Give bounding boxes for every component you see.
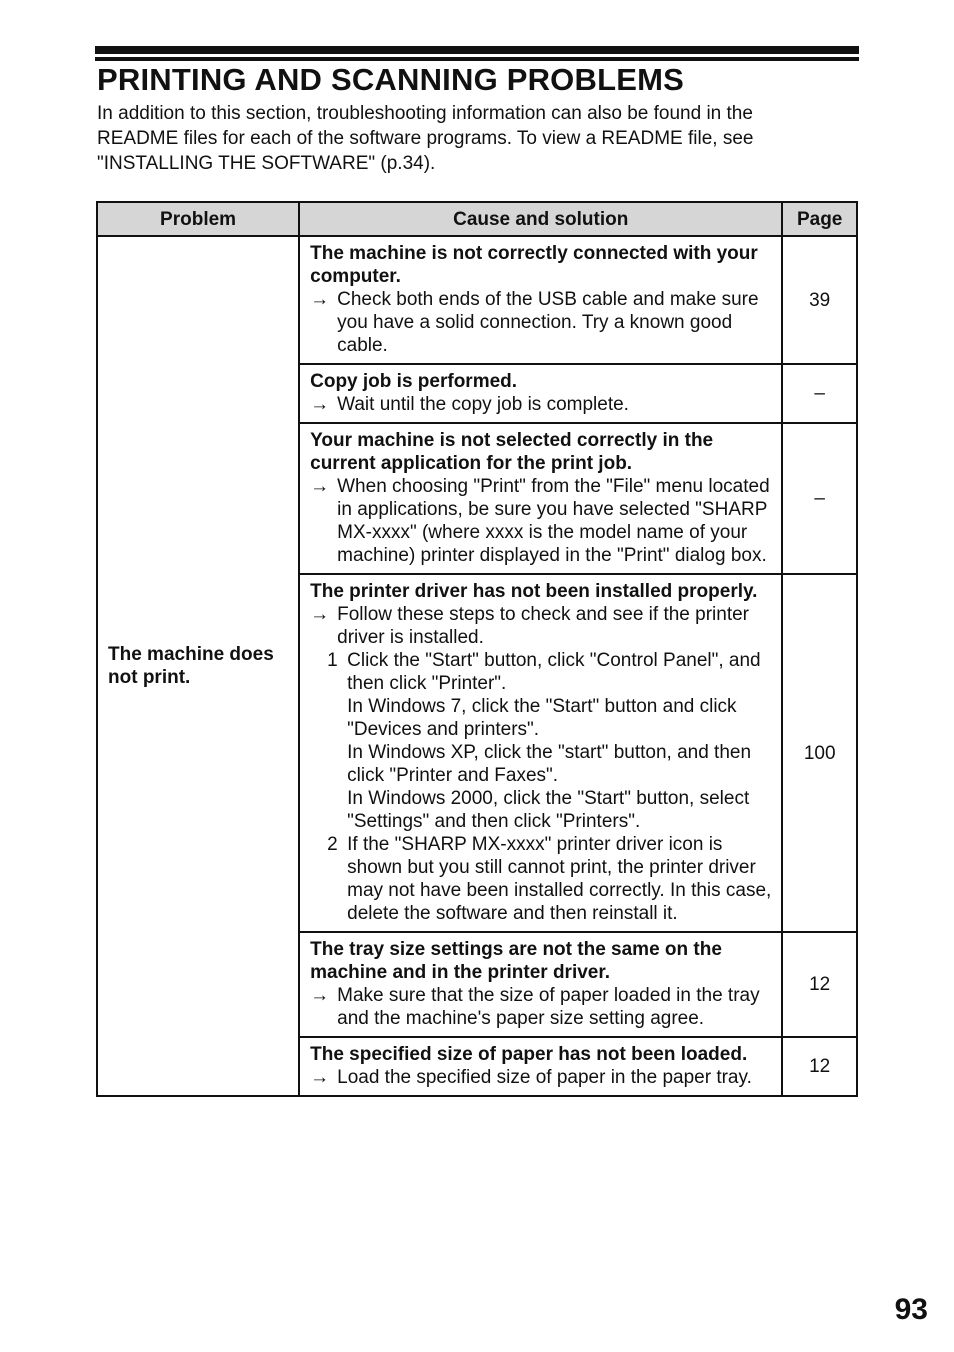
page-number: 93 bbox=[894, 1293, 928, 1326]
page-ref: 100 bbox=[782, 574, 857, 932]
arrow-icon: → bbox=[310, 604, 330, 625]
solution bbox=[310, 603, 777, 649]
step-line: In Windows XP, click the "start" button, and then click "Printer and Faxes". bbox=[347, 742, 752, 786]
header-rule-thin bbox=[95, 57, 859, 61]
arrow-icon: → bbox=[310, 1067, 330, 1088]
solution bbox=[310, 475, 777, 567]
intro-paragraph: In addition to this section, troubleshooting information can also be found in the README files for each of the software programs. To view a README file, see "INSTALLING THE SOFTWARE" (p.34). bbox=[97, 103, 754, 174]
cause-cell bbox=[299, 932, 782, 1037]
page-ref: 39 bbox=[782, 236, 857, 364]
step-line: If the "SHARP MX-xxxx" printer driver icon is shown but you still cannot print, the printer driver may not have been installed correctly. In this case, delete the software and then reinstall it. bbox=[347, 834, 772, 924]
problem-cell: The machine does not print. bbox=[97, 236, 299, 1096]
step-line: Click the "Start" button, click "Control Panel", and then click "Printer". bbox=[347, 650, 761, 694]
cause-cell bbox=[299, 1037, 782, 1096]
step-body bbox=[347, 833, 777, 925]
cause-cell bbox=[299, 423, 782, 574]
solution-text: Follow these steps to check and see if the printer driver is installed. bbox=[337, 604, 750, 648]
header-rule-thick bbox=[95, 46, 859, 54]
header-cause-solution: Cause and solution bbox=[299, 202, 782, 236]
solution bbox=[310, 288, 777, 357]
cause-title: Copy job is performed. bbox=[310, 371, 518, 392]
solution-text: Check both ends of the USB cable and make sure you have a solid connection. Try a known good cable. bbox=[337, 289, 759, 356]
step-list bbox=[310, 649, 777, 925]
cause-cell bbox=[299, 574, 782, 932]
header-problem: Problem bbox=[97, 202, 299, 236]
table-row bbox=[97, 236, 857, 364]
step-item bbox=[327, 649, 777, 833]
cause-title: Your machine is not selected correctly in the current application for the print job. bbox=[310, 430, 714, 474]
page-ref: 12 bbox=[782, 932, 857, 1037]
solution bbox=[310, 984, 777, 1030]
cause-cell bbox=[299, 236, 782, 364]
cause-title: The tray size settings are not the same on the machine and in the printer driver. bbox=[310, 939, 722, 983]
solution-text: When choosing "Print" from the "File" menu located in applications, be sure you have selected "SHARP MX-xxxx" (where xxxx is the model name of your machine) printer displayed in the "Print" dialog box. bbox=[337, 476, 770, 566]
solution bbox=[310, 1066, 777, 1089]
page-title: PRINTING AND SCANNING PROBLEMS bbox=[97, 62, 684, 97]
arrow-icon: → bbox=[310, 985, 330, 1006]
header-page: Page bbox=[782, 202, 857, 236]
step-number: 1 bbox=[327, 650, 338, 671]
cause-title: The printer driver has not been installed properly. bbox=[310, 581, 758, 602]
step-number: 2 bbox=[327, 834, 338, 855]
arrow-icon: → bbox=[310, 394, 330, 415]
step-item bbox=[327, 833, 777, 925]
page-ref: 12 bbox=[782, 1037, 857, 1096]
page-ref: – bbox=[782, 364, 857, 423]
troubleshooting-table bbox=[96, 201, 858, 1097]
arrow-icon: → bbox=[310, 476, 330, 497]
solution bbox=[310, 393, 777, 416]
step-line: In Windows 7, click the "Start" button and click "Devices and printers". bbox=[347, 696, 737, 740]
cause-title: The machine is not correctly connected with your computer. bbox=[310, 243, 758, 287]
table-header-row bbox=[97, 202, 857, 236]
cause-cell bbox=[299, 364, 782, 423]
step-line: In Windows 2000, click the "Start" button, select "Settings" and then click "Printers". bbox=[347, 788, 750, 832]
step-body bbox=[347, 649, 777, 833]
page-ref: – bbox=[782, 423, 857, 574]
solution-text: Load the specified size of paper in the paper tray. bbox=[337, 1067, 752, 1088]
cause-title: The specified size of paper has not been loaded. bbox=[310, 1044, 748, 1065]
solution-text: Wait until the copy job is complete. bbox=[337, 394, 629, 415]
solution-text: Make sure that the size of paper loaded in the tray and the machine's paper size setting agree. bbox=[337, 985, 760, 1029]
arrow-icon: → bbox=[310, 289, 330, 310]
